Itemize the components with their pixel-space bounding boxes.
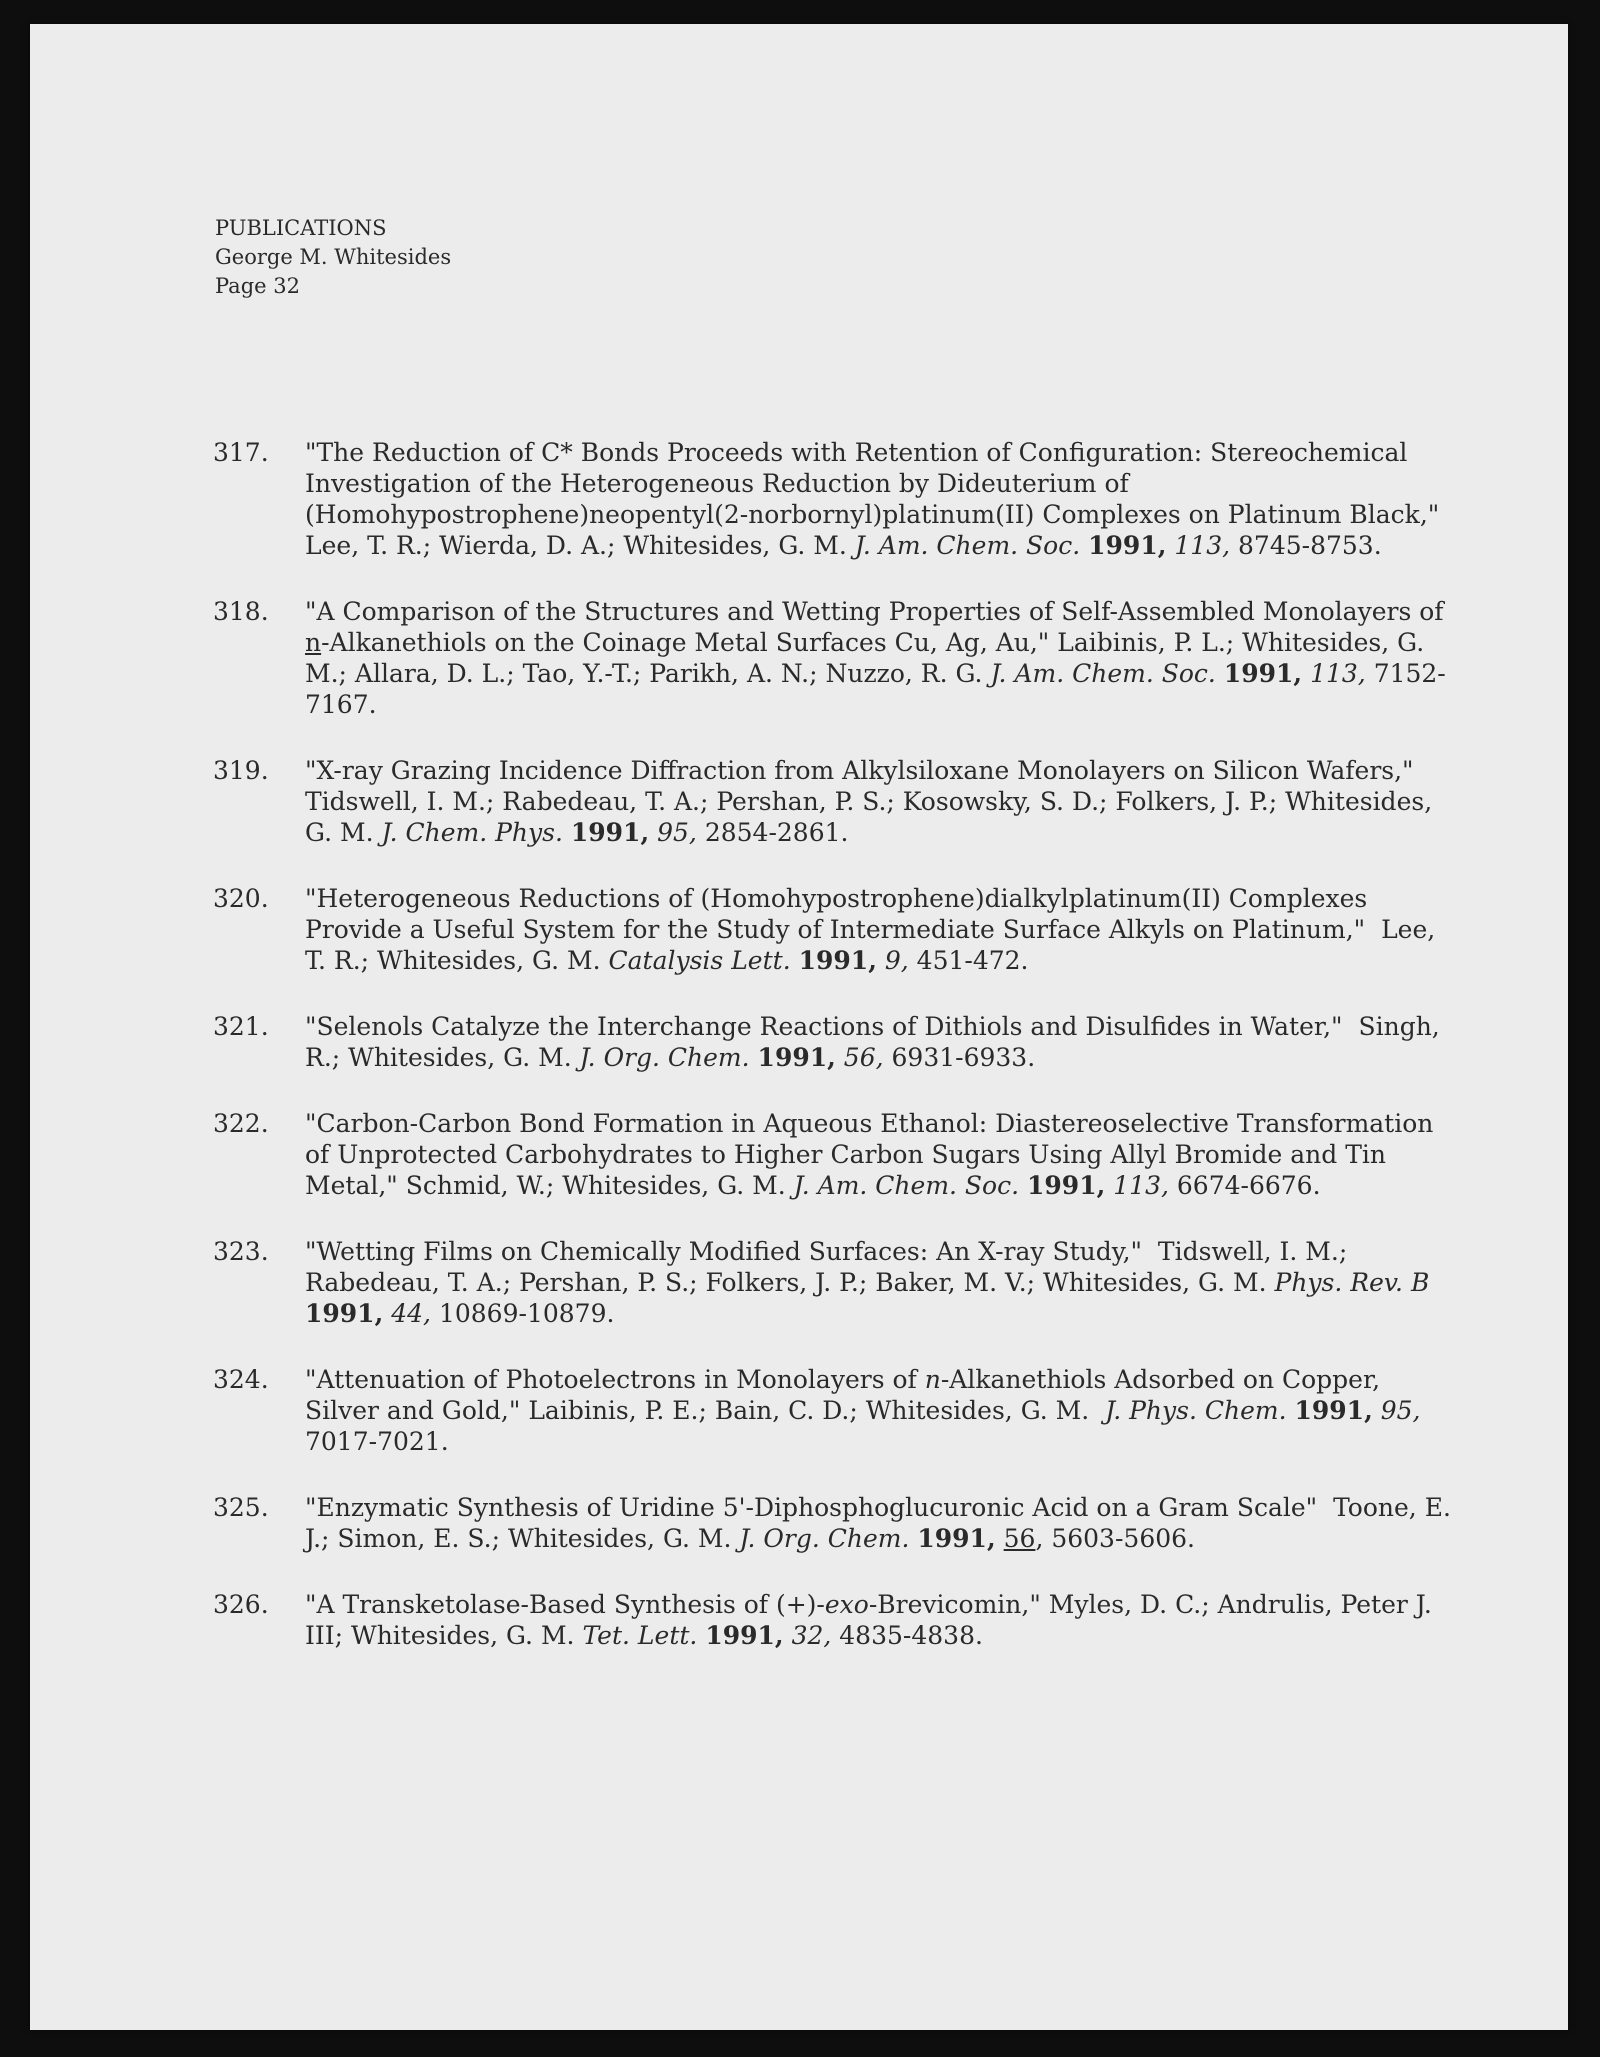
entry-citation <box>305 883 1453 976</box>
entry-number: 319. <box>213 756 269 785</box>
entry-citation <box>305 1364 1453 1457</box>
entry-authors: Lee, T. R.; Wierda, D. A.; Whitesides, G. M. <box>305 531 847 560</box>
entry-title-italic-prefix: n <box>924 1365 941 1394</box>
entry-citation <box>305 1589 1453 1651</box>
entry-year: 1991, <box>305 1299 384 1328</box>
entry-number: 326. <box>213 1590 269 1619</box>
entry-volume: 44, <box>391 1299 432 1328</box>
entry-title: "X-ray Grazing Incidence Diffraction from Alkylsiloxane Monolayers on Silicon Wafers," <box>305 756 1414 785</box>
entry-pages: 451-472. <box>916 946 1029 975</box>
entry-number: 322. <box>213 1109 269 1138</box>
entry-authors: Myles, D. C.; Andrulis, Peter J. III; Whitesides, G. M. <box>305 1590 1432 1650</box>
entry-citation <box>305 437 1453 561</box>
entry-year: 1991, <box>1223 659 1303 688</box>
entry-number: 318. <box>213 597 269 626</box>
entry-number: 325. <box>213 1493 269 1522</box>
header-author: George M. Whitesides <box>215 245 452 269</box>
entry-pages: 4835-4838. <box>839 1621 983 1650</box>
publication-entry <box>213 1364 1453 1457</box>
entry-title-part: -Alkanethiols Adsorbed on Copper, Silver and Gold," <box>305 1365 1381 1425</box>
entry-journal: Catalysis Lett. <box>608 946 791 975</box>
entry-title-part: "Attenuation of Photoelectrons in Monolayers of <box>305 1365 925 1394</box>
entry-title: "Enzymatic Synthesis of Uridine 5'-Diphosphoglucuronic Acid on a Gram Scale" <box>305 1493 1318 1522</box>
entry-title-italic-prefix: exo <box>824 1590 869 1619</box>
entry-volume: 56, <box>843 1043 884 1072</box>
entry-citation <box>305 1011 1453 1073</box>
entry-journal: J. Am. Chem. Soc. <box>854 531 1081 560</box>
entry-title-part: -Alkanethiols on the Coinage Metal Surfaces Cu, Ag, Au," <box>321 628 1050 657</box>
entry-journal: J. Am. Chem. Soc. <box>793 1171 1020 1200</box>
entry-journal: J. Org. Chem. <box>579 1043 750 1072</box>
entry-authors: Laibinis, P. E.; Bain, C. D.; Whitesides, G. M. <box>528 1396 1090 1425</box>
entry-pages: 7152-7167. <box>305 659 1446 719</box>
entry-authors: Toone, E. J.; Simon, E. S.; Whitesides, G. M. <box>305 1493 1451 1553</box>
entry-authors: Lee, T. R.; Whitesides, G. M. <box>305 915 1436 975</box>
publication-entry <box>213 1236 1453 1329</box>
entry-authors: Laibinis, P. L.; Whitesides, G. M.; Allara, D. L.; Tao, Y.-T.; Parikh, A. N.; Nuzzo, R. G. <box>305 628 1425 688</box>
entry-number: 324. <box>213 1365 269 1394</box>
entry-authors: Schmid, W.; Whitesides, G. M. <box>405 1171 786 1200</box>
entry-pages: 6931-6933. <box>891 1043 1036 1072</box>
entry-pages: 2854-2861. <box>704 818 849 847</box>
entry-volume: 113, <box>1310 659 1366 688</box>
page-header <box>215 214 451 301</box>
publication-entry <box>213 1589 1453 1651</box>
entry-year: 1991, <box>705 1621 784 1650</box>
entry-title: "The Reduction of C* Bonds Proceeds with Retention of Configuration: Stereochemical Investigation of the Heterogeneous Reduction by Dideuterium of (Homohypostrophene)neopentyl(2-norbornyl)platinum(II) Complexes on Platinum Black," <box>305 438 1440 529</box>
entry-citation <box>305 755 1453 848</box>
entry-year: 1991, <box>1088 531 1167 560</box>
entry-pages: 5603-5606. <box>1051 1524 1195 1553</box>
entry-volume: 32, <box>791 1621 832 1650</box>
entry-journal: J. Phys. Chem. <box>1105 1396 1287 1425</box>
publication-entry <box>213 437 1453 561</box>
entry-volume: 9, <box>884 946 909 975</box>
entry-journal: Tet. Lett. <box>582 1621 698 1650</box>
entry-number: 320. <box>213 884 269 913</box>
entry-year: 1991, <box>1294 1396 1373 1425</box>
publication-list <box>213 437 1453 1686</box>
entry-title-part: "A Transketolase-Based Synthesis of (+)- <box>305 1590 825 1619</box>
entry-authors: Singh, R.; Whitesides, G. M. <box>305 1012 1440 1072</box>
entry-title: "Selenols Catalyze the Interchange Reactions of Dithiols and Disulfides in Water," <box>305 1012 1343 1041</box>
entry-title-part: "A Comparison of the Structures and Wetting Properties of Self-Assembled Monolayers of <box>305 597 1444 626</box>
entry-title-italic-prefix: n <box>305 628 322 657</box>
entry-year: 1991, <box>570 818 650 847</box>
entry-volume: 113, <box>1174 531 1231 560</box>
entry-citation <box>305 1108 1453 1201</box>
entry-citation <box>305 596 1453 720</box>
entry-volume: 95, <box>657 818 697 847</box>
publication-entry <box>213 755 1453 848</box>
header-title: PUBLICATIONS <box>215 216 387 240</box>
entry-year: 1991, <box>798 946 877 975</box>
publication-entry <box>213 596 1453 720</box>
publication-entry <box>213 883 1453 976</box>
entry-journal: J. Org. Chem. <box>739 1524 910 1553</box>
entry-pages: 8745-8753. <box>1238 531 1382 560</box>
entry-volume: 113, <box>1113 1171 1169 1200</box>
entry-title <box>305 1590 1041 1619</box>
entry-journal: J. Chem. Phys. <box>381 818 563 847</box>
entry-authors: Tidswell, I. M.; Rabedeau, T. A.; Pershan, P. S.; Kosowsky, S. D.; Folkers, J. P.; Whitesides, G. M. <box>305 787 1433 847</box>
entry-journal: J. Am. Chem. Soc. <box>990 659 1216 688</box>
entry-title: "Heterogeneous Reductions of (Homohypostrophene)dialkylplatinum(II) Complexes Provide a Useful System for the Study of Intermediate Surface Alkyls on Platinum," <box>305 884 1368 944</box>
entry-authors: Tidswell, I. M.; Rabedeau, T. A.; Pershan, P. S.; Folkers, J. P.; Baker, M. V.; Whitesides, G. M. <box>305 1237 1348 1297</box>
publication-entry <box>213 1492 1453 1554</box>
entry-year: 1991, <box>757 1043 836 1072</box>
entry-title: "Wetting Films on Chemically Modified Surfaces: An X-ray Study," <box>305 1237 1143 1266</box>
entry-title-part: -Brevicomin," <box>868 1590 1041 1619</box>
entry-pages: 10869-10879. <box>438 1299 615 1328</box>
entry-number: 317. <box>213 438 269 467</box>
entry-pages: 6674-6676. <box>1176 1171 1321 1200</box>
entry-number: 321. <box>213 1012 269 1041</box>
entry-number: 323. <box>213 1237 269 1266</box>
entry-year: 1991, <box>1027 1171 1106 1200</box>
entry-volume: 95, <box>1380 1396 1421 1425</box>
entry-title: "Carbon-Carbon Bond Formation in Aqueous Ethanol: Diastereoselective Transformation of Unprotected Carbohydrates to Higher Carbon Sugars Using Allyl Bromide and Tin Metal," <box>305 1109 1434 1200</box>
entry-volume: 56 <box>1003 1524 1036 1553</box>
publication-entry <box>213 1011 1453 1073</box>
entry-volume-comma: , <box>1035 1524 1044 1553</box>
entry-citation <box>305 1492 1453 1554</box>
entry-year: 1991, <box>917 1524 996 1553</box>
entry-pages: 7017-7021. <box>305 1427 449 1456</box>
entry-citation <box>305 1236 1453 1329</box>
header-page-number: Page 32 <box>215 274 300 298</box>
publication-entry <box>213 1108 1453 1201</box>
entry-journal: Phys. Rev. B <box>1274 1268 1430 1297</box>
